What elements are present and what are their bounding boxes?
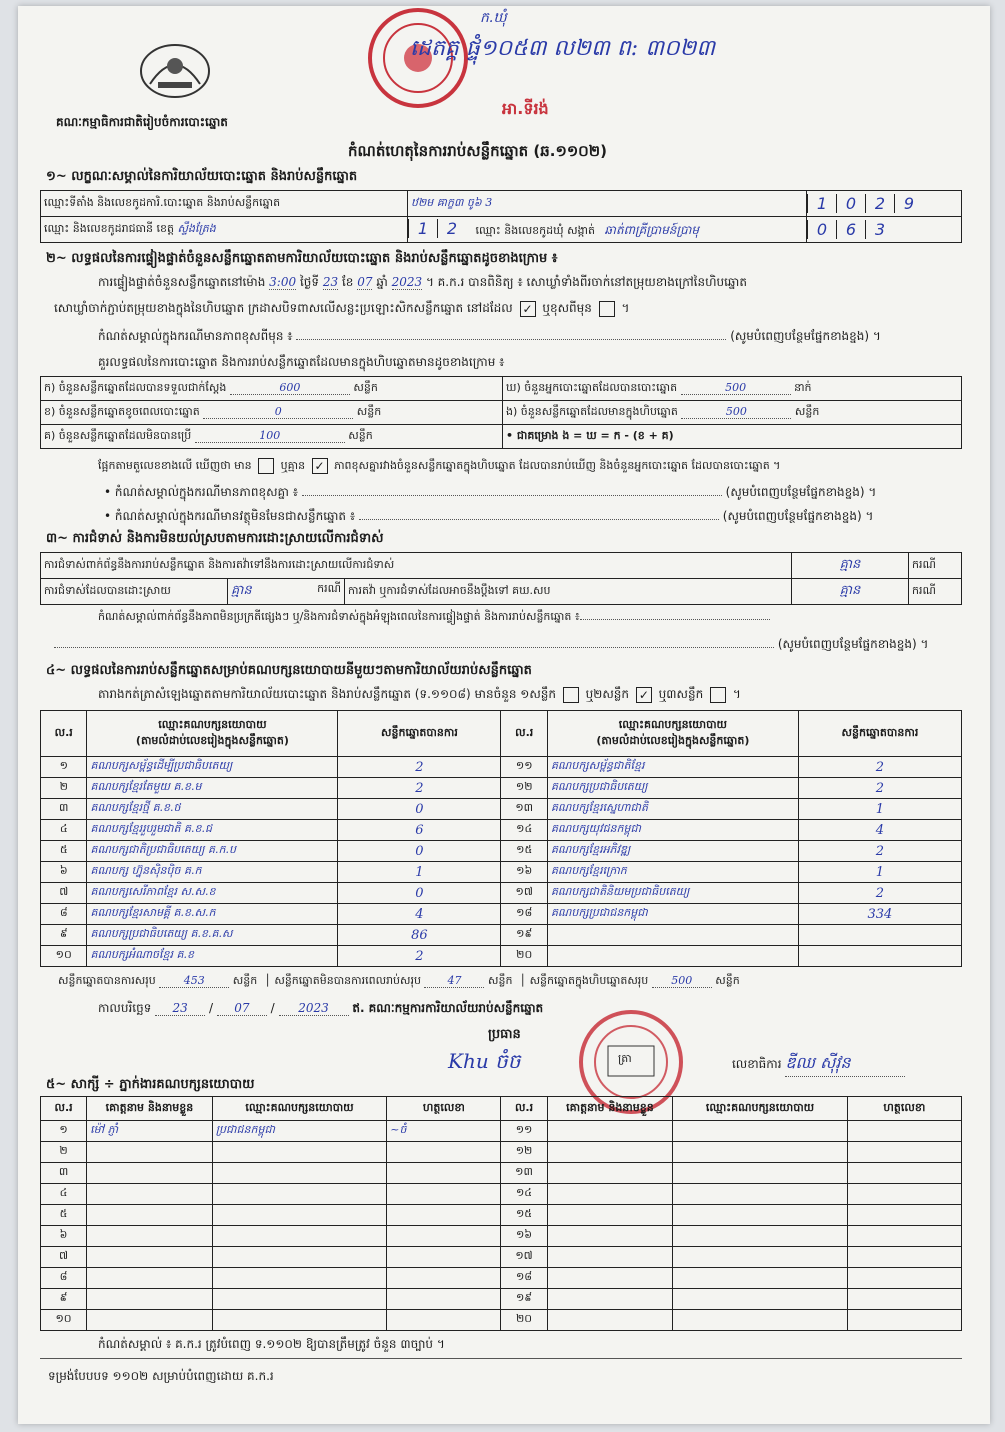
party-no: ៨ xyxy=(41,904,87,925)
commission-name: គណៈកម្មាធិការជាតិរៀបចំការបោះឆ្នោត xyxy=(56,115,228,129)
witness-no: ១៦ xyxy=(501,1226,547,1247)
w-col-no-right: ល.រ xyxy=(501,1097,547,1121)
table-row xyxy=(41,820,962,841)
party-name xyxy=(547,925,798,946)
party-name xyxy=(547,946,798,967)
party-votes: 4 xyxy=(798,820,961,841)
col-no-right: ល.រ xyxy=(501,711,547,757)
party-no: ៧ xyxy=(41,883,87,904)
witness-name xyxy=(547,1310,673,1331)
party-votes xyxy=(798,946,961,967)
w-col-party-right: ឈ្មោះគណបក្សនយោបាយ xyxy=(673,1097,847,1121)
stamp-text: ត្រា xyxy=(618,1052,632,1065)
same-checkbox[interactable]: ✓ xyxy=(520,301,536,317)
witness-signature xyxy=(387,1163,501,1184)
w-col-party-left: ឈ្មោះគណបក្សនយោបាយ xyxy=(212,1097,386,1121)
witness-no: ៧ xyxy=(41,1247,87,1268)
verification-line: ការផ្ទៀងផ្ទាត់ចំនួនសន្លឹកឆ្នោតនៅម៉ោង 3:00 ថ្ងៃទី 23 ខែ 07 ឆ្នាំ 2023 ។ គ.ក.រ បានពិនិត្យ ៖ សោឃ្លាំទាំងពីរចាក់នៅតម្រុយខាងក្រៅនៃហិបឆ្នោត xyxy=(98,275,747,289)
witness-name xyxy=(87,1247,213,1268)
section2-heading: ២~ លទ្ធផលនៃការផ្ទៀងផ្ទាត់ចំនួនសន្លឹកឆ្នោតតាមការិយាល័យបោះឆ្នោត និងរាប់សន្លឹកឆ្នោតដូចខាងក្រោម ៖ xyxy=(46,251,558,266)
witness-no: ៥ xyxy=(41,1205,87,1226)
commission-emblem-icon xyxy=(136,40,214,102)
section1-table xyxy=(40,190,962,243)
witness-no: ១១ xyxy=(501,1121,547,1142)
witness-name xyxy=(547,1247,673,1268)
witness-party xyxy=(673,1121,847,1142)
party-votes: 2 xyxy=(338,946,501,967)
row1-code: 1 0 2 9 xyxy=(807,191,962,217)
party-name: គណបក្សសម្ព័ន្ធដើម្បីប្រជាធិបតេយ្យ xyxy=(87,757,338,778)
witness-signature xyxy=(387,1289,501,1310)
party-name: គណបក្សប្រជាជនកម្ពុជា xyxy=(547,904,798,925)
row1-label: ឈ្មោះទីតាំង និងលេខកូដការិ.បោះឆ្នោត និងរាប់សន្លឹកឆ្នោត xyxy=(41,191,408,217)
witness-table xyxy=(40,1096,962,1331)
irregularity-note-line2: (សូមបំពេញបន្ថែមផ្នែកខាងខ្នង) ។ xyxy=(54,636,928,654)
witness-no: ១៩ xyxy=(501,1289,547,1310)
table-row xyxy=(41,1121,962,1142)
witness-signature xyxy=(387,1142,501,1163)
party-no: ១៤ xyxy=(501,820,547,841)
party-votes: 2 xyxy=(798,778,961,799)
stamp-label: អា.ទីរង់ xyxy=(502,99,549,118)
witness-signature xyxy=(847,1310,961,1331)
table-row xyxy=(41,1163,962,1184)
party-votes: 0 xyxy=(338,841,501,862)
witness-name xyxy=(547,1163,673,1184)
total-valid: 453 xyxy=(159,974,229,988)
w-col-no-left: ល.រ xyxy=(41,1097,87,1121)
table-row xyxy=(41,799,962,820)
witness-name xyxy=(87,1289,213,1310)
formula: • ជាគម្រោង ង = ឃ = ក - (ខ + គ) xyxy=(503,425,962,449)
table-row xyxy=(41,862,962,883)
row-a: ក) ចំនួនសន្លឹកឆ្នោតដែលបានទទួលជាក់ស្តែង 600 សន្លឹក xyxy=(41,377,503,401)
witness-no: ៨ xyxy=(41,1268,87,1289)
witness-signature: ~ចំ xyxy=(387,1121,501,1142)
w-col-sign-left: ហត្ថលេខា xyxy=(387,1097,501,1121)
witness-party xyxy=(673,1226,847,1247)
witness-party xyxy=(673,1268,847,1289)
col-party-left: ឈ្មោះគណបក្សនយោបាយ (តាមលំដាប់លេខរៀងក្នុងសន្លឹកឆ្នោត) xyxy=(87,711,338,757)
witness-name xyxy=(547,1289,673,1310)
resolved-count: គ្មាន xyxy=(231,583,252,598)
total-box: 500 xyxy=(652,974,712,988)
objection-case-label: ករណី xyxy=(909,553,962,579)
three-sheet-checkbox[interactable] xyxy=(710,687,726,703)
party-votes: 0 xyxy=(338,799,501,820)
table-row xyxy=(41,1142,962,1163)
witness-name xyxy=(547,1121,673,1142)
appeal-count: គ្មាន xyxy=(792,579,909,605)
party-no: ១១ xyxy=(501,757,547,778)
table-row xyxy=(41,1247,962,1268)
row2-commune-code: 0 6 3 xyxy=(807,217,962,243)
party-votes xyxy=(798,925,961,946)
party-name: គណបក្សខ្មែរតែមួយ គ.ខ.ម xyxy=(87,778,338,799)
stamp-top-note: ក.ឃុំ xyxy=(480,10,507,26)
party-no: ៩ xyxy=(41,925,87,946)
witness-signature xyxy=(387,1226,501,1247)
row-b: ខ) ចំនួនសន្លឹកឆ្នោតខូចពេលបោះឆ្នោត 0 សន្លឹក xyxy=(41,401,503,425)
witness-signature xyxy=(847,1226,961,1247)
witness-name xyxy=(87,1205,213,1226)
witness-party xyxy=(673,1163,847,1184)
party-votes: 2 xyxy=(338,757,501,778)
witness-no: ៦ xyxy=(41,1226,87,1247)
party-no: ១០ xyxy=(41,946,87,967)
witness-party xyxy=(212,1310,386,1331)
col-party-right: ឈ្មោះគណបក្សនយោបាយ (តាមលំដាប់លេខរៀងក្នុងសន្លឹកឆ្នោត) xyxy=(547,711,798,757)
witness-party xyxy=(673,1289,847,1310)
date-committee-line: កាលបរិច្ឆេទ 23 / 07 / 2023 ឥ. គណៈកម្មការការិយាល័យរាប់សន្លឹកឆ្នោត xyxy=(98,1001,544,1015)
witness-name: ម៉ៅ ភ្ញាំ xyxy=(87,1121,213,1142)
one-sheet-checkbox[interactable] xyxy=(563,687,579,703)
row1-value: ឋ២ម ឝាក្ខ៣ ចូ៦ 3 xyxy=(408,191,807,217)
witness-signature xyxy=(387,1184,501,1205)
witness-no: ២០ xyxy=(501,1310,547,1331)
party-votes: 2 xyxy=(798,757,961,778)
party-no: ១៣ xyxy=(501,799,547,820)
objections-table: ការជំទាស់ពាក់ព័ន្ធនឹងការរាប់សន្លឹកឆ្នោត និងការតវ៉ាទៅនឹងការដោះស្រាយលើការជំទាស់ គ្មាន ករណី ការជំទាស់ដែលបានដោះស្រាយ គ្មាន ករណី ការតវ៉ា ឬការជំទាស់ដែលអាចនឹងប្តឹងទៅ គឃ.សប គ្មាន ករណី xyxy=(40,552,962,605)
witness-no: ១៧ xyxy=(501,1247,547,1268)
witness-party: ប្រជាជនកម្ពុជា xyxy=(212,1121,386,1142)
witness-party xyxy=(212,1268,386,1289)
witness-signature xyxy=(847,1205,961,1226)
w-col-name-right: គោត្តនាម និងនាមខ្លួន xyxy=(547,1097,673,1121)
witness-signature xyxy=(387,1310,501,1331)
party-no: ១៦ xyxy=(501,862,547,883)
footnote: កំណត់សម្គាល់ ៖ គ.ក.រ ត្រូវបំពេញ ទ.១១០២ ឱ្យបានត្រឹមត្រូវ ចំនួន ៣ច្បាប់ ។ xyxy=(98,1337,445,1351)
footer-divider xyxy=(40,1358,962,1359)
party-name: គណបក្សខ្មែរអភិវឌ្ឍ xyxy=(547,841,798,862)
witness-party xyxy=(212,1184,386,1205)
witness-no: ១៤ xyxy=(501,1184,547,1205)
table-row xyxy=(41,946,962,967)
party-name: គណបក្សអំណាចខ្មែរ គ.ខ xyxy=(87,946,338,967)
party-name: គណបក្សខ្មែរក្រោក xyxy=(547,862,798,883)
witness-signature xyxy=(847,1142,961,1163)
row-d: ឃ) ចំនួនអ្នកបោះឆ្នោតដែលបានបោះឆ្នោត 500 នាក់ xyxy=(503,377,962,401)
party-name: គណបក្ស ហ្វ៊ុនស៊ិនប៉ិច គ.ក xyxy=(87,862,338,883)
party-votes: 2 xyxy=(338,778,501,799)
party-votes: 2 xyxy=(798,841,961,862)
witness-no: ១៨ xyxy=(501,1268,547,1289)
party-name: គណបក្សខ្មែរស្នេហាជាតិ xyxy=(547,799,798,820)
different-checkbox[interactable] xyxy=(599,301,615,317)
appeal-case-label: ករណី xyxy=(909,579,962,605)
witness-name xyxy=(87,1184,213,1205)
witness-party xyxy=(212,1247,386,1268)
table-row xyxy=(41,1310,962,1331)
party-votes: 1 xyxy=(798,799,961,820)
difference-note-line: កំណត់សម្គាល់ក្នុងករណីមានភាពខុសពីមុន ៖ (សូមបំពេញបន្ថែមផ្នែកខាងខ្នង) ។ xyxy=(98,329,881,343)
section4-heading: ៤~ លទ្ធផលនៃការរាប់សន្លឹកឆ្នោតសម្រាប់គណបក្សនយោបាយនីមួយៗតាមការិយាល័យរាប់សន្លឹកឆ្នោត xyxy=(46,663,532,678)
party-no: ១៥ xyxy=(501,841,547,862)
party-votes: 1 xyxy=(798,862,961,883)
party-name: គណបក្សយុវជនកម្ពុជា xyxy=(547,820,798,841)
total-invalid: 47 xyxy=(424,974,484,988)
col-no-left: ល.រ xyxy=(41,711,87,757)
witness-party xyxy=(673,1205,847,1226)
totals-line: សន្លឹកឆ្នោតបានការសរុប 453 សន្លឹក │ សន្លឹកឆ្នោតមិនបានការពេលរាប់សរុប 47 សន្លឹក │ សន្លឹកឆ្នោតក្នុងហិបឆ្នោតសរុប 500 សន្លឹក xyxy=(58,974,740,987)
party-votes-table xyxy=(40,710,962,967)
secretary-label: លេខាធិការ ឌីឈ ស៊ីវុន xyxy=(732,1052,905,1077)
party-name: គណបក្សសេរីភាពខ្មែរ ស.ស.ខ xyxy=(87,883,338,904)
witness-signature xyxy=(847,1121,961,1142)
party-name: គណបក្សជាតិប្រជាធិបតេយ្យ គ.ក.ប xyxy=(87,841,338,862)
witness-signature xyxy=(847,1247,961,1268)
party-votes: 6 xyxy=(338,820,501,841)
two-sheet-checkbox[interactable]: ✓ xyxy=(636,687,652,703)
witness-name xyxy=(547,1142,673,1163)
witness-party xyxy=(673,1310,847,1331)
secretary-signature: ឌីឈ ស៊ីវុន xyxy=(785,1052,905,1077)
party-no: ៤ xyxy=(41,820,87,841)
witness-name xyxy=(87,1226,213,1247)
chair-label: ប្រធាន xyxy=(488,1027,521,1042)
witness-name xyxy=(547,1226,673,1247)
table-row xyxy=(41,1184,962,1205)
witness-party xyxy=(673,1247,847,1268)
witness-name xyxy=(87,1310,213,1331)
party-name: គណបក្សខ្មែរសាមគ្គី គ.ខ.ស.ក xyxy=(87,904,338,925)
col-votes-right: សន្លឹកឆ្នោតបានការ xyxy=(798,711,961,757)
table-row xyxy=(41,841,962,862)
witness-name xyxy=(547,1184,673,1205)
row-c: គ) ចំនួនសន្លឹកឆ្នោតដែលមិនបានប្រើ 100 សន្លឹក xyxy=(41,425,503,449)
party-no: ១៩ xyxy=(501,925,547,946)
w-col-name-left: គោត្តនាម និងនាមខ្លួន xyxy=(87,1097,213,1121)
witness-no: ៣ xyxy=(41,1163,87,1184)
party-name: គណបក្សប្រជាធិបតេយ្យ គ.ខ.គ.ស xyxy=(87,925,338,946)
section3-heading: ៣~ ការជំទាស់ និងការមិនយល់ស្របតាមការដោះស្រាយលើការជំទាស់ xyxy=(46,531,384,546)
witness-no: ១៣ xyxy=(501,1163,547,1184)
party-name: គណបក្សប្រជាធិបតេយ្យ xyxy=(547,778,798,799)
witness-no: ១២ xyxy=(501,1142,547,1163)
no-difference-checkbox[interactable]: ✓ xyxy=(312,458,328,474)
witness-party xyxy=(212,1205,386,1226)
comparison-line: ផ្អែកតាមតួលេខខាងលើ ឃើញថា មាន ឬគ្មាន ✓ ភាពខុសគ្នារវាងចំនួនសន្លឹកឆ្នោតក្នុងហិបឆ្នោត ដែលបានរាប់ឃើញ និងចំនួនអ្នកបោះឆ្នោត ដែលបានបោះឆ្នោត ។ xyxy=(98,459,781,473)
witness-party xyxy=(212,1289,386,1310)
party-name: គណបក្សខ្មែរថ្មី គ.ខ.ថ xyxy=(87,799,338,820)
table-row xyxy=(41,1226,962,1247)
table-row xyxy=(41,1268,962,1289)
handwritten-reference: ដេតគ្គ ផ្ទុំ១០៥៣ ល២៣ ព: ៣០២៣ xyxy=(410,36,716,61)
party-no: ២០ xyxy=(501,946,547,967)
table-row xyxy=(41,757,962,778)
note-difference: • កំណត់សម្គាល់ក្នុងករណីមានភាពខុសគ្នា ៖ (សូមបំពេញបន្ថែមផ្នែកខាងខ្នង) ។ xyxy=(104,485,877,499)
row-e: ង) ចំនួនសន្លឹកឆ្នោតដែលមានក្នុងហិបឆ្នោត 500 សន្លឹក xyxy=(503,401,962,425)
objection-row-label: ការជំទាស់ពាក់ព័ន្ធនឹងការរាប់សន្លឹកឆ្នោត និងការតវ៉ាទៅនឹងការដោះស្រាយលើការជំទាស់ xyxy=(41,553,792,579)
section1-heading: ១~ លក្ខណៈសម្គាល់នៃការិយាល័យបោះឆ្នោត និងរាប់សន្លឹកឆ្នោត xyxy=(46,169,358,184)
witness-name xyxy=(87,1163,213,1184)
witness-name xyxy=(547,1268,673,1289)
witness-name xyxy=(87,1268,213,1289)
witness-party xyxy=(212,1226,386,1247)
party-no: ១៨ xyxy=(501,904,547,925)
party-no: ១ xyxy=(41,757,87,778)
ballot-summary-table xyxy=(40,376,962,449)
party-no: ៦ xyxy=(41,862,87,883)
witness-signature xyxy=(387,1247,501,1268)
witness-no: ៤ xyxy=(41,1184,87,1205)
witness-no: ១០ xyxy=(41,1310,87,1331)
has-difference-checkbox[interactable] xyxy=(258,458,274,474)
ballot-count-report-sheet xyxy=(18,6,990,1424)
party-no: ២ xyxy=(41,778,87,799)
witness-signature xyxy=(847,1184,961,1205)
seal-check-line: សោឃ្លាំចាក់ភ្ជាប់តម្រុយខាងក្នុងនៃហិបឆ្នោត ក្រដាសបិទពាសលើសន្លះប្រឡោះសិកសន្លឹកឆ្នោត នៅដដែល ✓ ឬខុសពីមុន ។ xyxy=(54,301,630,316)
chair-signature: Khu ចំច xyxy=(448,1049,521,1073)
w-col-sign-right: ហត្ថលេខា xyxy=(847,1097,961,1121)
results-intro: គួរលទ្ធផលនៃការបោះឆ្នោត និងការរាប់សន្លឹកឆ្នោតដែលមានក្នុងហិបឆ្នោតមានដូចខាងក្រោម ៖ xyxy=(98,355,505,369)
appeal-label: ការតវ៉ា ឬការជំទាស់ដែលអាចនឹងប្តឹងទៅ គឃ.សប xyxy=(345,579,792,605)
witness-party xyxy=(212,1163,386,1184)
witness-no: ៩ xyxy=(41,1289,87,1310)
resolved-label: ការជំទាស់ដែលបានដោះស្រាយ xyxy=(41,579,228,605)
party-no: ១២ xyxy=(501,778,547,799)
witness-no: ២ xyxy=(41,1142,87,1163)
form-title: កំណត់ហេតុនៃការរាប់សន្លឹកឆ្នោត (ឆ.១១០២) xyxy=(348,142,608,160)
row2-province: ឈ្មោះ និងលេខកូដរាជធានី ខេត្ត ស្ទឹងត្រែង xyxy=(41,217,408,243)
party-votes: 2 xyxy=(798,883,961,904)
witness-signature xyxy=(847,1268,961,1289)
form-footer: ទម្រង់បែបបទ ១១០២ សម្រាប់បំពេញដោយ គ.ក.រ xyxy=(48,1369,274,1383)
witness-name xyxy=(87,1142,213,1163)
witness-party xyxy=(673,1184,847,1205)
party-no: ១៧ xyxy=(501,883,547,904)
witness-signature xyxy=(387,1205,501,1226)
party-no: ៥ xyxy=(41,841,87,862)
table-row xyxy=(41,1289,962,1310)
witness-party xyxy=(673,1142,847,1163)
table-row xyxy=(41,883,962,904)
party-votes: 86 xyxy=(338,925,501,946)
table-row xyxy=(41,778,962,799)
witness-signature xyxy=(847,1289,961,1310)
table-row xyxy=(41,904,962,925)
party-votes: 4 xyxy=(338,904,501,925)
party-votes: 0 xyxy=(338,883,501,904)
witness-no: ១៥ xyxy=(501,1205,547,1226)
irregularity-note: កំណត់សម្គាល់ពាក់ព័ន្ធនឹងភាពមិនប្រក្រតីផ្សេងៗ ឬ/និងការជំទាស់ក្នុងអំឡុងពេលនៃការផ្ទៀងផ្ទាត់ និងការរាប់សន្លឹកឆ្នោត ៖ xyxy=(98,610,770,626)
note-invalid-objects: • កំណត់សម្គាល់ក្នុងករណីមានវត្ថុមិនមែនជាសន្លឹកឆ្នោត ៖ (សូមបំពេញបន្ថែមផ្នែកខាងខ្នង) ។ xyxy=(104,509,874,523)
col-votes-left: សន្លឹកឆ្នោតបានការ xyxy=(338,711,501,757)
table-row xyxy=(41,925,962,946)
party-no: ៣ xyxy=(41,799,87,820)
witness-signature xyxy=(387,1268,501,1289)
sheet-count-line: តារាងកត់ត្រាសំឡេងឆ្នោតតាមការិយាល័យបោះឆ្នោត និងរាប់សន្លឹកឆ្នោត (ទ.១១០៨) មានចំនួន ១សន្លឹក ឬ២សន្លឹក ✓ ឬ៣សន្លឹក ។ xyxy=(98,687,741,702)
section5-heading: ៥~ សាក្សី ÷ ភ្នាក់ងារគណបក្សនយោបាយ xyxy=(46,1077,255,1092)
table-row xyxy=(41,1205,962,1226)
party-votes: 1 xyxy=(338,862,501,883)
witness-name xyxy=(547,1205,673,1226)
row2-province-code: 1 2 ឈ្មោះ និងលេខកូដឃុំ សង្កាត់ ឆាត់ពាគ្រីប្រាមន៍ប្រាមុ xyxy=(408,217,807,243)
witness-party xyxy=(212,1142,386,1163)
party-name: គណបក្សសម្ព័ន្ធជាតិខ្មែរ xyxy=(547,757,798,778)
objection-count: គ្មាន xyxy=(792,553,909,579)
party-name: គណបក្សជាតិនិយមប្រជាធិបតេយ្យ xyxy=(547,883,798,904)
party-name: គណបក្សខ្មែររួបរួមជាតិ គ.ខ.ជ xyxy=(87,820,338,841)
witness-no: ១ xyxy=(41,1121,87,1142)
witness-signature xyxy=(847,1163,961,1184)
party-votes: 334 xyxy=(798,904,961,925)
